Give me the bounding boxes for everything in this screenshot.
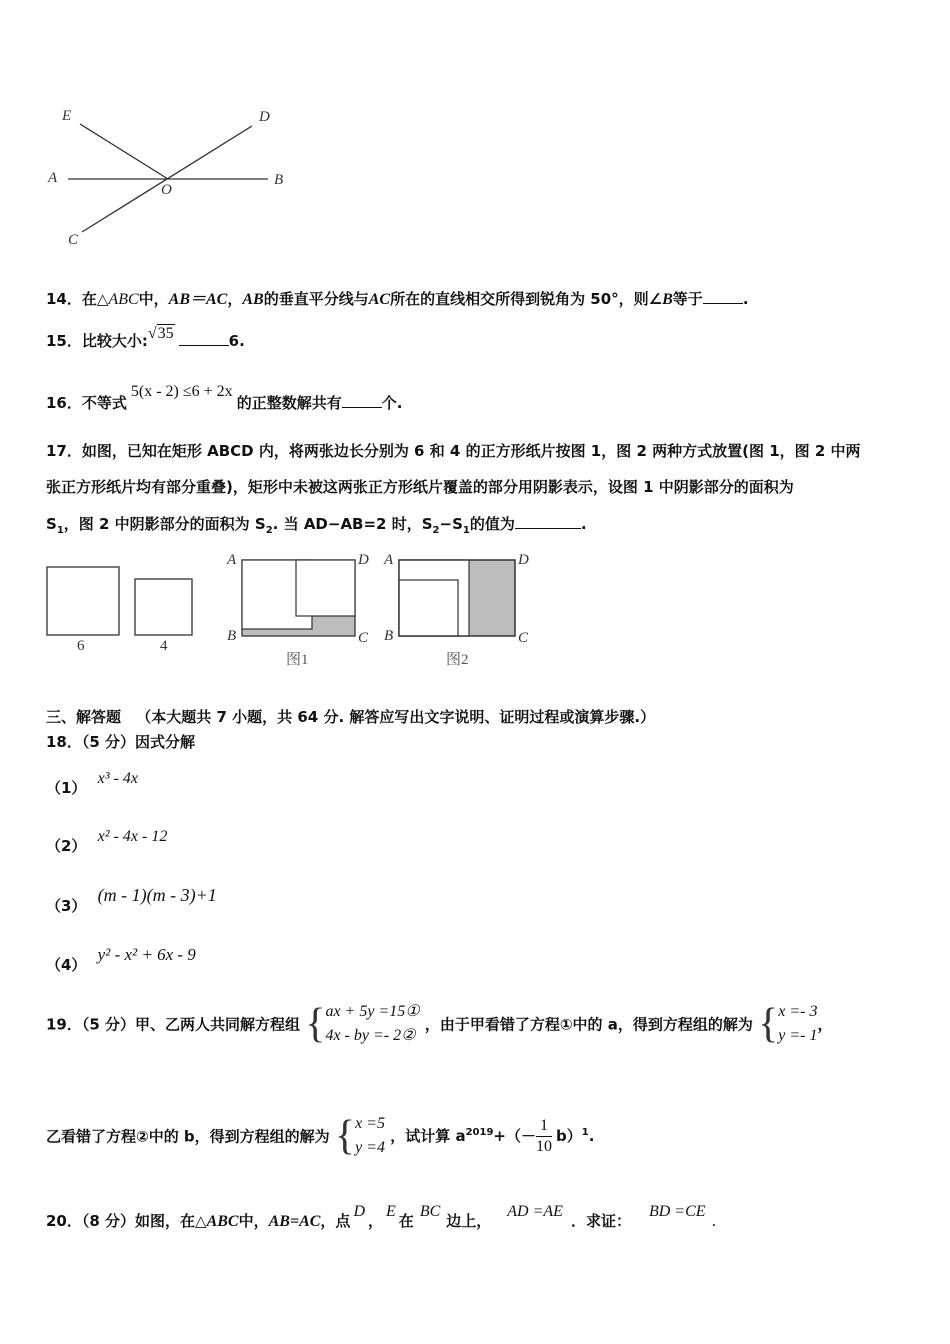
q14-ac: AC <box>368 291 391 308</box>
item-number: （3） <box>46 897 87 915</box>
q19-text: 乙看错了方程②中的 b，得到方程组的解为 <box>46 1127 330 1146</box>
q17-text: . 当 AD−AB=2 时，S <box>272 515 433 533</box>
item-expression: (m - 1)(m - 3)+1 <box>97 885 217 905</box>
section-title: 三、解答题 <box>46 708 122 726</box>
q20-text: ，点 <box>320 1212 351 1230</box>
q19-text: ， <box>817 1015 833 1034</box>
q14-b: B <box>662 291 673 308</box>
q14-text: ， <box>227 290 243 308</box>
segment-bc: BC <box>419 1203 441 1220</box>
q20-text: ．求证： <box>570 1212 631 1230</box>
q20-text: 20．（8 分）如图，在△ <box>46 1212 207 1230</box>
item-number: （4） <box>46 956 87 974</box>
point-e: E <box>386 1203 396 1220</box>
section-3-heading <box>46 706 655 727</box>
q19-text: ，试计算 a <box>390 1126 466 1145</box>
q18-item-4 <box>46 945 196 975</box>
label-6: 6 <box>77 638 85 654</box>
equation-1: ax + 5y =15① <box>325 1003 420 1020</box>
solution-brace: { <box>758 1001 779 1047</box>
q20-ab-ac: AB=AC <box>268 1213 321 1230</box>
q20-abc: ABC <box>206 1213 239 1230</box>
fig2-label-b: B <box>384 628 394 644</box>
solution-1-y: y =- 1 <box>778 1027 818 1044</box>
answer-blank <box>342 393 382 408</box>
fraction <box>536 1116 552 1157</box>
intersecting-lines-figure <box>40 100 300 260</box>
exponent: 1 <box>581 1126 589 1138</box>
question-17-line3 <box>46 513 587 536</box>
question-18-header: 18．（5 分）因式分解 <box>46 733 196 751</box>
solution-1 <box>778 1000 817 1048</box>
q17-text: ，图 2 中阴影部分的面积为 S <box>63 515 266 533</box>
fig1-label-c: C <box>358 630 369 646</box>
question-17-line2: 张正方形纸片均有部分重叠)，矩形中未被这两张正方形纸片覆盖的部分用阴影表示，设图 1 中阴影部分的面积为 <box>46 478 794 496</box>
subscript: 1 <box>462 525 470 536</box>
q20-text: 在 <box>398 1212 414 1230</box>
answer-blank <box>179 331 229 346</box>
q14-text: 在△ <box>81 290 109 308</box>
line-eo <box>80 124 168 179</box>
q15-text: 比较大小: <box>81 332 148 350</box>
system-brace: { <box>305 1001 326 1047</box>
radicand: 35 <box>157 325 174 342</box>
q20-period: . <box>711 1212 717 1230</box>
q14-text: 等于 <box>672 290 703 308</box>
item-expression: y² - x² + 6x - 9 <box>97 945 196 964</box>
fig1-caption: 图1 <box>286 652 309 668</box>
label-o: O <box>161 182 172 198</box>
q16-number: 16． <box>46 394 82 412</box>
subscript: 2 <box>265 525 273 536</box>
inequality-expression: 5(x - 2) ≤6 + 2x <box>130 383 233 400</box>
label-e: E <box>62 108 72 124</box>
subscript: 1 <box>56 525 64 536</box>
item-number: （1） <box>46 779 87 797</box>
solution-1-x: x =- 3 <box>778 1003 818 1020</box>
q19-text: +（－ <box>493 1126 536 1145</box>
solution-2-x: x =5 <box>355 1115 385 1132</box>
fig1-label-a: A <box>227 552 237 568</box>
section-note: （本大题共 7 小题，共 64 分. 解答应写出文字说明、证明过程或演算步骤.） <box>136 708 656 726</box>
q19-text: ，由于甲看错了方程①中的 a，得到方程组的解为 <box>424 1015 753 1034</box>
answer-blank <box>703 289 743 304</box>
question-19-line1 <box>46 1000 833 1048</box>
q17-text: −S <box>439 515 463 533</box>
q20-text: ， <box>368 1212 384 1230</box>
q19-text: 19．（5 分）甲、乙两人共同解方程组 <box>46 1015 301 1034</box>
fig1-square-4 <box>296 560 355 616</box>
calc-expression <box>390 1116 595 1155</box>
q14-ab-ac: AB＝AC <box>168 291 228 308</box>
solution-2-y: y =4 <box>355 1139 385 1156</box>
q17-text: 的值为 <box>469 515 515 533</box>
label-c: C <box>68 232 79 248</box>
fig2-label-c: C <box>518 630 529 646</box>
equation-system <box>325 1000 419 1048</box>
q15-value: 6. <box>228 332 245 350</box>
q18-item-3 <box>46 885 217 916</box>
q20-text: 边上， <box>446 1212 492 1230</box>
q14-text: 的垂直平分线与 <box>263 290 369 308</box>
q16-text: 不等式 <box>81 394 127 412</box>
q14-abc: ABC <box>108 291 139 308</box>
fig1-label-d: D <box>358 552 369 568</box>
equation-2: 4x - by =- 2② <box>325 1027 416 1044</box>
question-19-line2 <box>46 1112 594 1160</box>
fraction-denominator: 10 <box>536 1137 552 1155</box>
fig2-square-4 <box>399 580 458 636</box>
question-14 <box>46 286 749 309</box>
question-16 <box>46 383 403 413</box>
q14-number: 14． <box>46 290 82 308</box>
q18-item-1 <box>46 770 138 798</box>
bd-equals-ce: BD =CE <box>648 1203 706 1220</box>
item-number: （2） <box>46 837 87 855</box>
squares-figure <box>40 548 540 678</box>
label-d: D <box>259 109 270 125</box>
fig2-label-a: A <box>384 552 394 568</box>
q16-text: 的正整数解共有 <box>236 394 342 412</box>
fig2-label-d: D <box>518 552 529 568</box>
subscript: 2 <box>432 525 440 536</box>
q14-period: . <box>742 290 749 308</box>
exponent: 2019 <box>465 1126 494 1138</box>
q18-item-2 <box>46 828 168 856</box>
fraction-numerator: 1 <box>536 1116 552 1137</box>
q14-text: 所在的直线相交所得到锐角为 50°，则∠ <box>390 290 663 308</box>
question-17-line1: 17．如图，已知在矩形 ABCD 内，将两张边长分别为 6 和 4 的正方形纸片按图 1，图 2 两种方式放置(图 1，图 2 中两 <box>46 442 861 460</box>
label-4: 4 <box>160 638 168 654</box>
question-20 <box>46 1203 717 1231</box>
item-expression: x³ - 4x <box>97 770 138 787</box>
solution-2 <box>355 1112 385 1160</box>
label-a: A <box>48 170 58 186</box>
fig2-caption: 图2 <box>446 652 469 668</box>
q16-text: 个. <box>381 394 403 412</box>
q19-period: . <box>588 1126 595 1145</box>
q15-number: 15． <box>46 332 82 350</box>
answer-blank <box>515 514 581 529</box>
q17-period: . <box>580 515 587 533</box>
q19-text: b） <box>556 1126 582 1145</box>
fig1-label-b: B <box>227 628 237 644</box>
square-6 <box>47 567 119 635</box>
label-b: B <box>274 172 284 188</box>
solution-brace: { <box>334 1113 356 1159</box>
point-d: D <box>353 1203 365 1220</box>
square-4 <box>135 579 192 635</box>
ad-equals-ae: AD =AE <box>507 1203 563 1220</box>
q17-text: S <box>46 515 57 533</box>
q14-ab: AB <box>242 291 264 308</box>
question-15 <box>46 325 245 351</box>
q20-text: 中， <box>238 1212 269 1230</box>
sqrt-expression: √35 <box>147 325 174 342</box>
item-expression: x² - 4x - 12 <box>97 828 168 845</box>
q14-text: 中， <box>138 290 169 308</box>
